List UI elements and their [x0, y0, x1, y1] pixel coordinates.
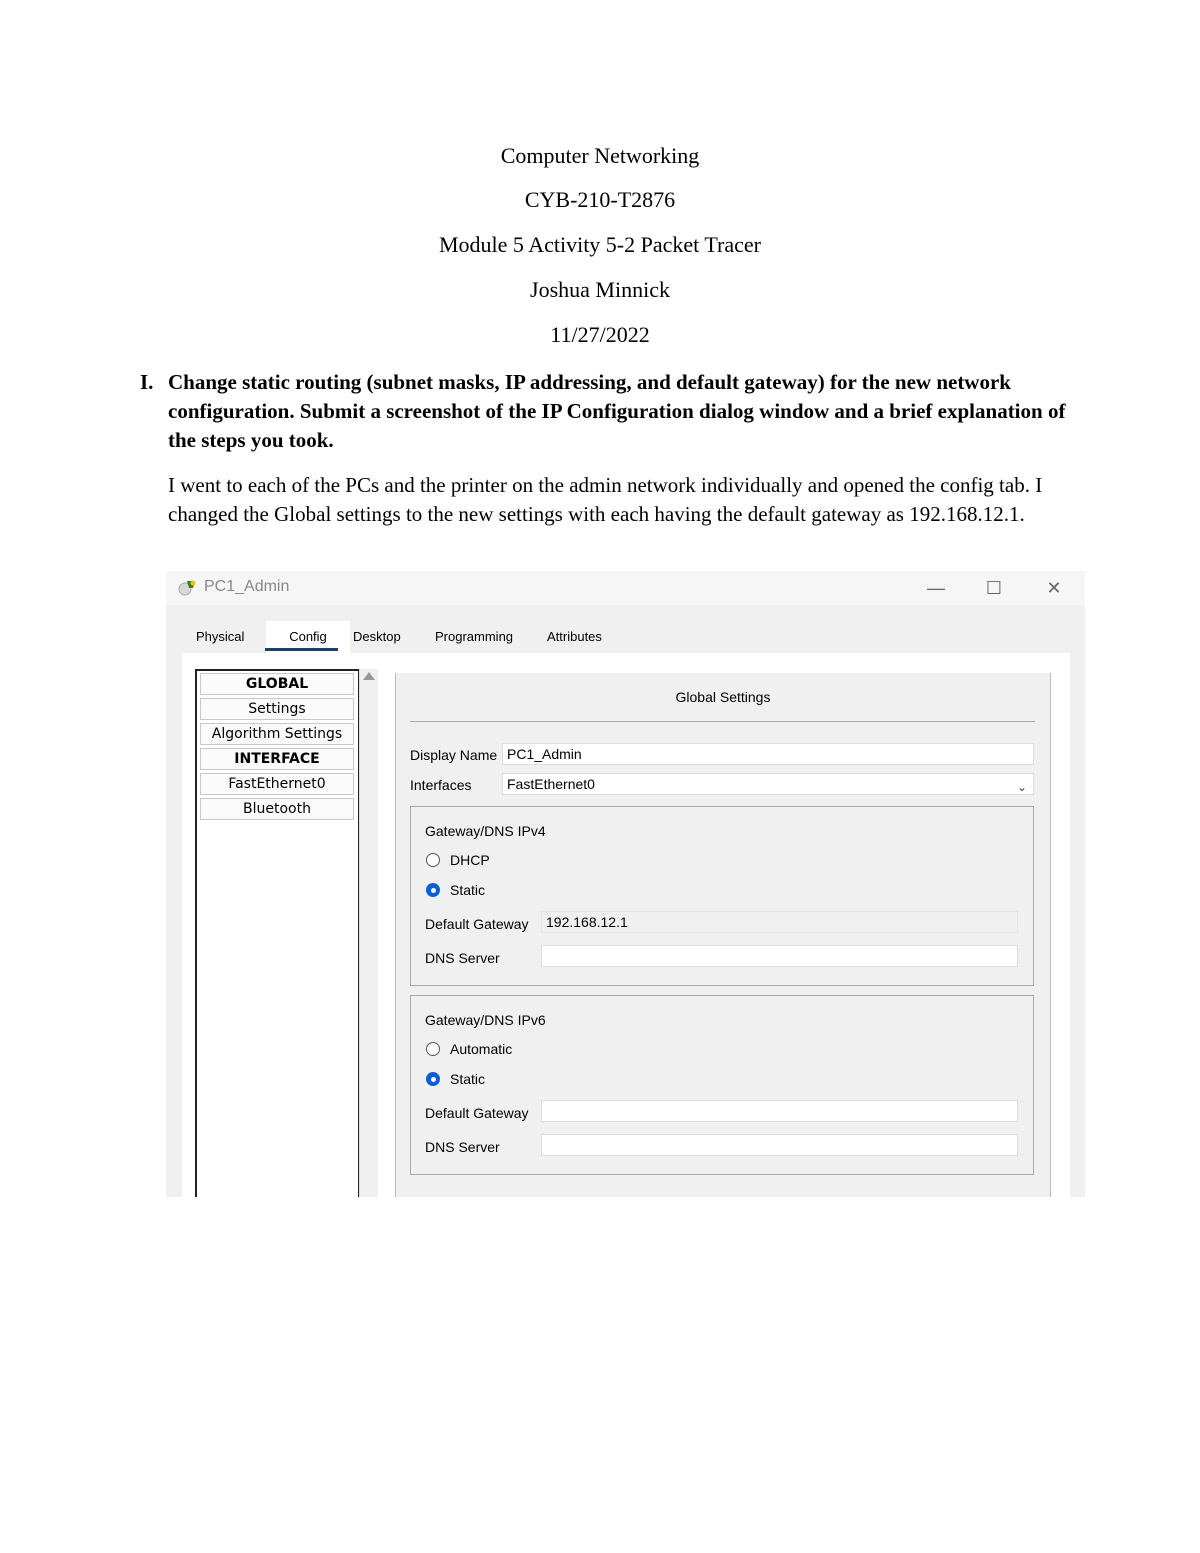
- packet-tracer-app-icon: [178, 579, 198, 597]
- minimize-button[interactable]: —: [927, 578, 945, 598]
- display-name-input[interactable]: PC1_Admin: [502, 743, 1034, 765]
- ipv4-group-title: Gateway/DNS IPv4: [425, 823, 546, 839]
- config-sidebar: [195, 669, 360, 1197]
- ipv6-group-title: Gateway/DNS IPv6: [425, 1012, 546, 1028]
- global-settings-panel: [395, 673, 1051, 1197]
- tab-programming[interactable]: Programming: [435, 629, 514, 644]
- automatic-label: Automatic: [450, 1041, 513, 1057]
- tab-attributes[interactable]: Attributes: [547, 629, 602, 644]
- display-name-label: Display Name: [410, 747, 498, 763]
- ipv6-gateway-input[interactable]: [541, 1100, 1018, 1122]
- sidebar-item-fastethernet0[interactable]: FastEthernet0: [200, 773, 354, 795]
- sidebar-item-interface[interactable]: INTERFACE: [200, 748, 354, 770]
- ipv4-group: [410, 806, 1034, 986]
- dhcp-radio[interactable]: [426, 853, 440, 867]
- ipv4-gateway-label: Default Gateway: [425, 916, 529, 932]
- sidebar-item-bluetooth[interactable]: Bluetooth: [200, 798, 354, 820]
- ipv6-dns-input[interactable]: [541, 1134, 1018, 1156]
- sidebar-item-algorithm-settings[interactable]: Algorithm Settings: [200, 723, 354, 745]
- packet-tracer-window: [166, 571, 1085, 1197]
- close-button[interactable]: ✕: [1046, 578, 1062, 598]
- section-number: I.: [140, 370, 154, 394]
- course-code: CYB-210-T2876: [524, 187, 676, 212]
- interfaces-label: Interfaces: [410, 777, 472, 793]
- title-bar: [166, 571, 1085, 605]
- automatic-radio[interactable]: [426, 1042, 440, 1056]
- ipv6-gateway-label: Default Gateway: [425, 1105, 529, 1121]
- static-label-ipv6: Static: [450, 1071, 486, 1087]
- divider: [410, 721, 1035, 722]
- interfaces-selected-value: FastEthernet0: [507, 776, 595, 792]
- section-prompt: Change static routing (subnet masks, IP addressing, and default gateway) for the new network configuration. Submit a screenshot of the IP Configuration dialog window and a brief explanation of the steps you took.: [168, 370, 1066, 452]
- panel-title: Global Settings: [675, 689, 771, 705]
- course-title: Computer Networking: [500, 143, 700, 168]
- ipv4-dns-label: DNS Server: [425, 950, 500, 966]
- scroll-up-arrow-icon[interactable]: [363, 672, 375, 680]
- tab-desktop[interactable]: Desktop: [353, 629, 401, 644]
- interfaces-select[interactable]: [502, 773, 1034, 795]
- sidebar-scrollbar[interactable]: [359, 669, 378, 1197]
- sidebar-item-settings[interactable]: Settings: [200, 698, 354, 720]
- tab-physical[interactable]: Physical: [196, 629, 245, 644]
- static-label-ipv4: Static: [450, 882, 486, 898]
- ipv6-group: [410, 995, 1034, 1175]
- ipv4-gateway-input[interactable]: 192.168.12.1: [541, 911, 1018, 933]
- ipv4-dns-input[interactable]: [541, 945, 1018, 967]
- tab-config[interactable]: Config: [266, 621, 350, 653]
- window-title: PC1_Admin: [204, 578, 290, 595]
- ipv6-dns-label: DNS Server: [425, 1139, 500, 1155]
- author-name: Joshua Minnick: [530, 277, 670, 302]
- chevron-down-icon: ⌄: [1016, 780, 1027, 794]
- section-answer: I went to each of the PCs and the printer on the admin network individually and opened the config tab. I changed the Global settings to the new settings with each having the default gateway as 192.168.12.1.: [168, 473, 1043, 526]
- active-tab-indicator: [265, 648, 338, 651]
- assignment-title: Module 5 Activity 5-2 Packet Tracer: [438, 232, 761, 257]
- static-radio-ipv4[interactable]: [426, 883, 440, 897]
- dhcp-label: DHCP: [450, 852, 490, 868]
- submission-date: 11/27/2022: [550, 322, 650, 347]
- sidebar-item-global[interactable]: GLOBAL: [200, 673, 354, 695]
- static-radio-ipv6[interactable]: [426, 1072, 440, 1086]
- maximize-button[interactable]: ☐: [985, 578, 1003, 598]
